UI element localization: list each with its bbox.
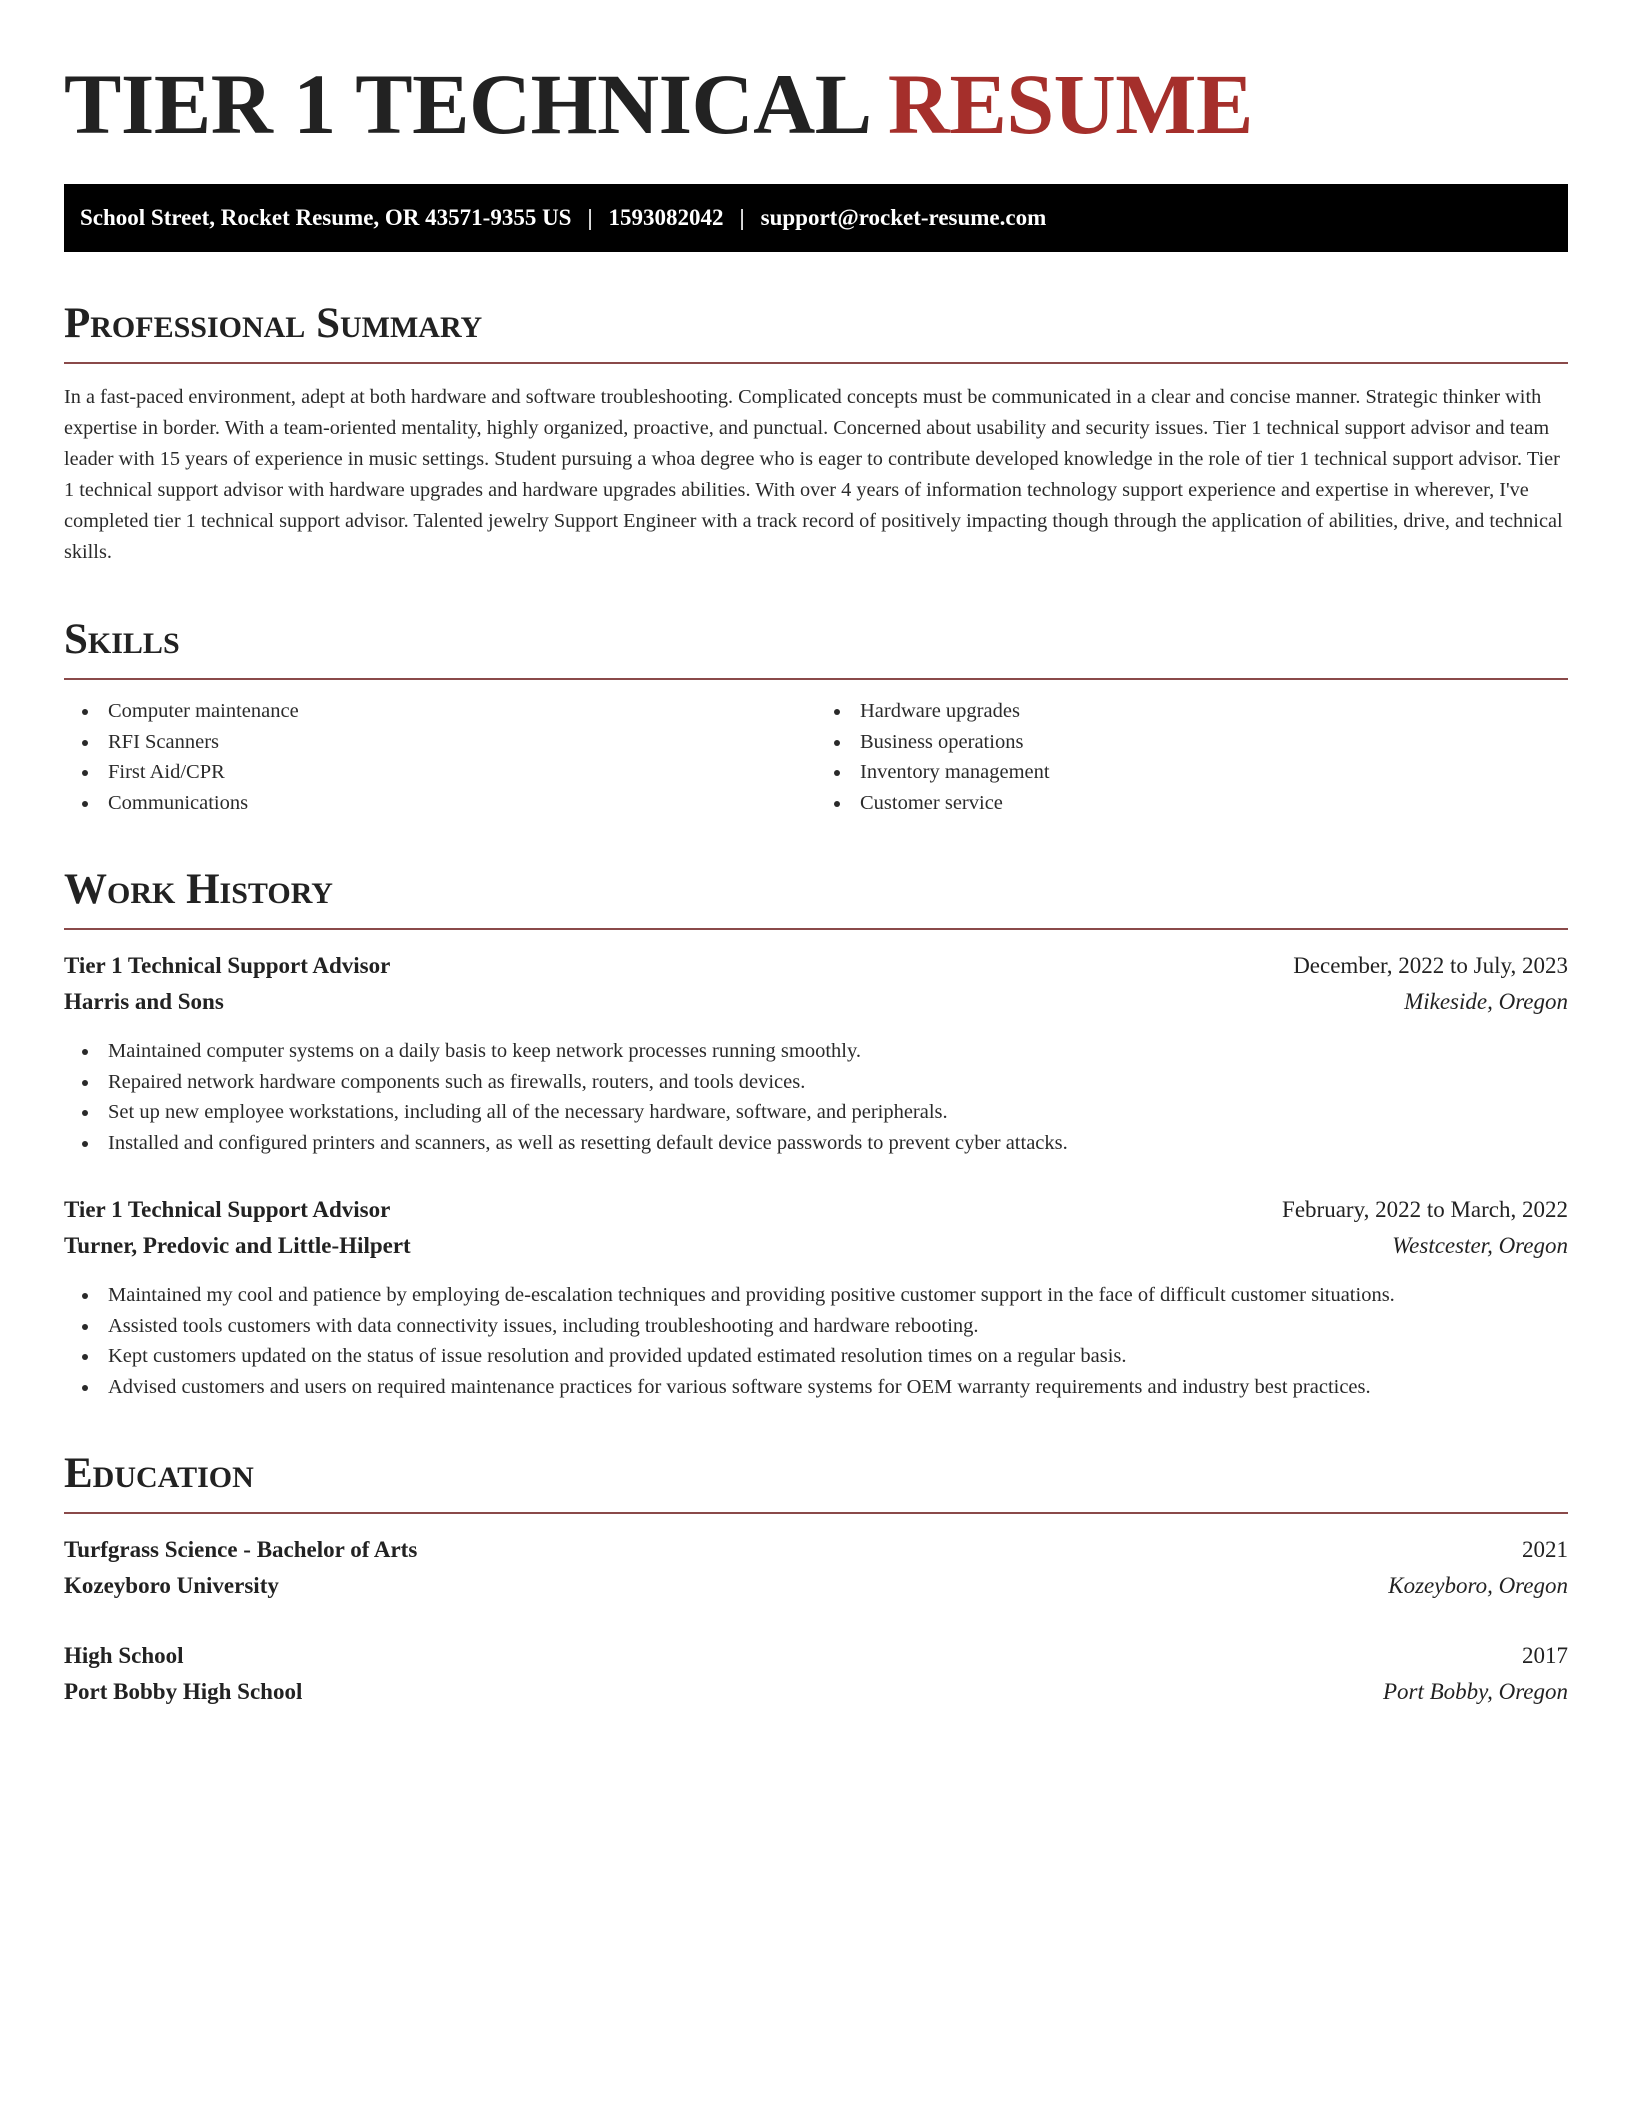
education-header-row: [64, 1638, 1568, 1674]
job-duty: Kept customers updated on the status of issue resolution and provided updated estimated resolution times on a regular basis.: [108, 1341, 1568, 1372]
summary-text: In a fast-paced environment, adept at both hardware and software troubleshooting. Complicated concepts must be communicated in a clear and concise manner. Strategic thinker with expertise in border. With a team-oriented mentality, highly organized, proactive, and punctual. Concerned about usability and security issues. Tier 1 technical support advisor and team leader with 15 years of experience in music settings. Student pursuing a whoa degree who is eager to contribute developed knowledge in the role of tier 1 technical support advisor. Tier 1 technical support advisor with hardware upgrades and hardware upgrades abilities. With over 4 years of information technology support experience and expertise in wherever, I've completed tier 1 technical support advisor. Talented jewelry Support Engineer with a track record of positively impacting though through the application of abilities, drive, and technical skills.: [64, 386, 1563, 563]
section-divider: [64, 362, 1568, 364]
job-company: Harris and Sons: [64, 989, 224, 1014]
education-location: Port Bobby, Oregon: [1382, 1679, 1568, 1704]
skills-column-left: [64, 696, 816, 818]
job-title: Tier 1 Technical Support Advisor: [64, 1197, 391, 1222]
education-heading: Education: [64, 1450, 254, 1497]
contact-separator: |: [739, 205, 745, 230]
skills-grid: [64, 696, 1568, 818]
job-duty: Set up new employee workstations, including all of the necessary hardware, software, and peripherals.: [108, 1097, 1568, 1128]
job-entry: [64, 948, 1568, 1158]
education-year: 2017: [1522, 1643, 1568, 1668]
summary-heading: Professional Summary: [64, 300, 483, 347]
education-section: [64, 1446, 1568, 1710]
skill-item: Inventory management: [860, 757, 1568, 788]
contact-address: School Street, Rocket Resume, OR 43571-9355 US: [80, 205, 572, 230]
job-title: Tier 1 Technical Support Advisor: [64, 953, 391, 978]
skill-item: Communications: [108, 788, 816, 819]
job-duty: Repaired network hardware components such as firewalls, routers, and tools devices.: [108, 1067, 1568, 1098]
section-divider: [64, 928, 1568, 930]
education-degree: High School: [64, 1643, 184, 1668]
skill-item: Hardware upgrades: [860, 696, 1568, 727]
job-duty: Assisted tools customers with data connectivity issues, including troubleshooting and hardware rebooting.: [108, 1311, 1568, 1342]
contact-email: support@rocket-resume.com: [760, 205, 1047, 230]
skill-item: First Aid/CPR: [108, 757, 816, 788]
education-degree: Turfgrass Science - Bachelor of Arts: [64, 1537, 418, 1562]
education-entry: [64, 1638, 1568, 1710]
skill-item: Computer maintenance: [108, 696, 816, 727]
job-duty: Maintained my cool and patience by employing de-escalation techniques and providing positive customer support in the face of difficult customer situations.: [108, 1280, 1568, 1311]
job-company-row: [64, 1228, 1568, 1264]
contact-bar: [64, 184, 1568, 252]
skills-heading: Skills: [64, 616, 180, 663]
education-entry: [64, 1532, 1568, 1604]
job-entry: [64, 1192, 1568, 1402]
skill-item: Business operations: [860, 727, 1568, 758]
contact-separator: |: [587, 205, 593, 230]
job-duty: Advised customers and users on required maintenance practices for various software systems for OEM warranty requirements and industry best practices.: [108, 1372, 1568, 1403]
education-school-row: [64, 1568, 1568, 1604]
skills-column-right: [816, 696, 1568, 818]
job-header-row: [64, 1192, 1568, 1228]
skill-item: RFI Scanners: [108, 727, 816, 758]
education-year: 2021: [1522, 1537, 1568, 1562]
job-company: Turner, Predovic and Little-Hilpert: [64, 1233, 411, 1258]
title-accent: RESUME: [887, 56, 1253, 152]
skills-section: [64, 612, 1568, 818]
skill-item: Customer service: [860, 788, 1568, 819]
summary-section: [64, 296, 1568, 568]
education-header-row: [64, 1532, 1568, 1568]
job-duty: Maintained computer systems on a daily basis to keep network processes running smoothly.: [108, 1036, 1568, 1067]
job-duty: Installed and configured printers and scanners, as well as resetting default device passwords to prevent cyber attacks.: [108, 1128, 1568, 1159]
job-dates: February, 2022 to March, 2022: [1282, 1197, 1568, 1222]
job-duties-list: [64, 1280, 1568, 1402]
section-divider: [64, 678, 1568, 680]
job-location: Westcester, Oregon: [1392, 1233, 1568, 1258]
education-location: Kozeyboro, Oregon: [1388, 1573, 1568, 1598]
resume-title: [64, 56, 1568, 152]
education-school: Port Bobby High School: [64, 1679, 303, 1704]
work-history-section: [64, 862, 1568, 1402]
education-school-row: [64, 1674, 1568, 1710]
education-school: Kozeyboro University: [64, 1573, 279, 1598]
job-duties-list: [64, 1036, 1568, 1158]
job-header-row: [64, 948, 1568, 984]
job-location: Mikeside, Oregon: [1404, 989, 1568, 1014]
section-divider: [64, 1512, 1568, 1514]
title-main: TIER 1 TECHNICAL: [64, 56, 867, 152]
work-history-heading: Work History: [64, 866, 333, 913]
job-dates: December, 2022 to July, 2023: [1293, 953, 1568, 978]
job-company-row: [64, 984, 1568, 1020]
contact-phone: 1593082042: [608, 205, 724, 230]
